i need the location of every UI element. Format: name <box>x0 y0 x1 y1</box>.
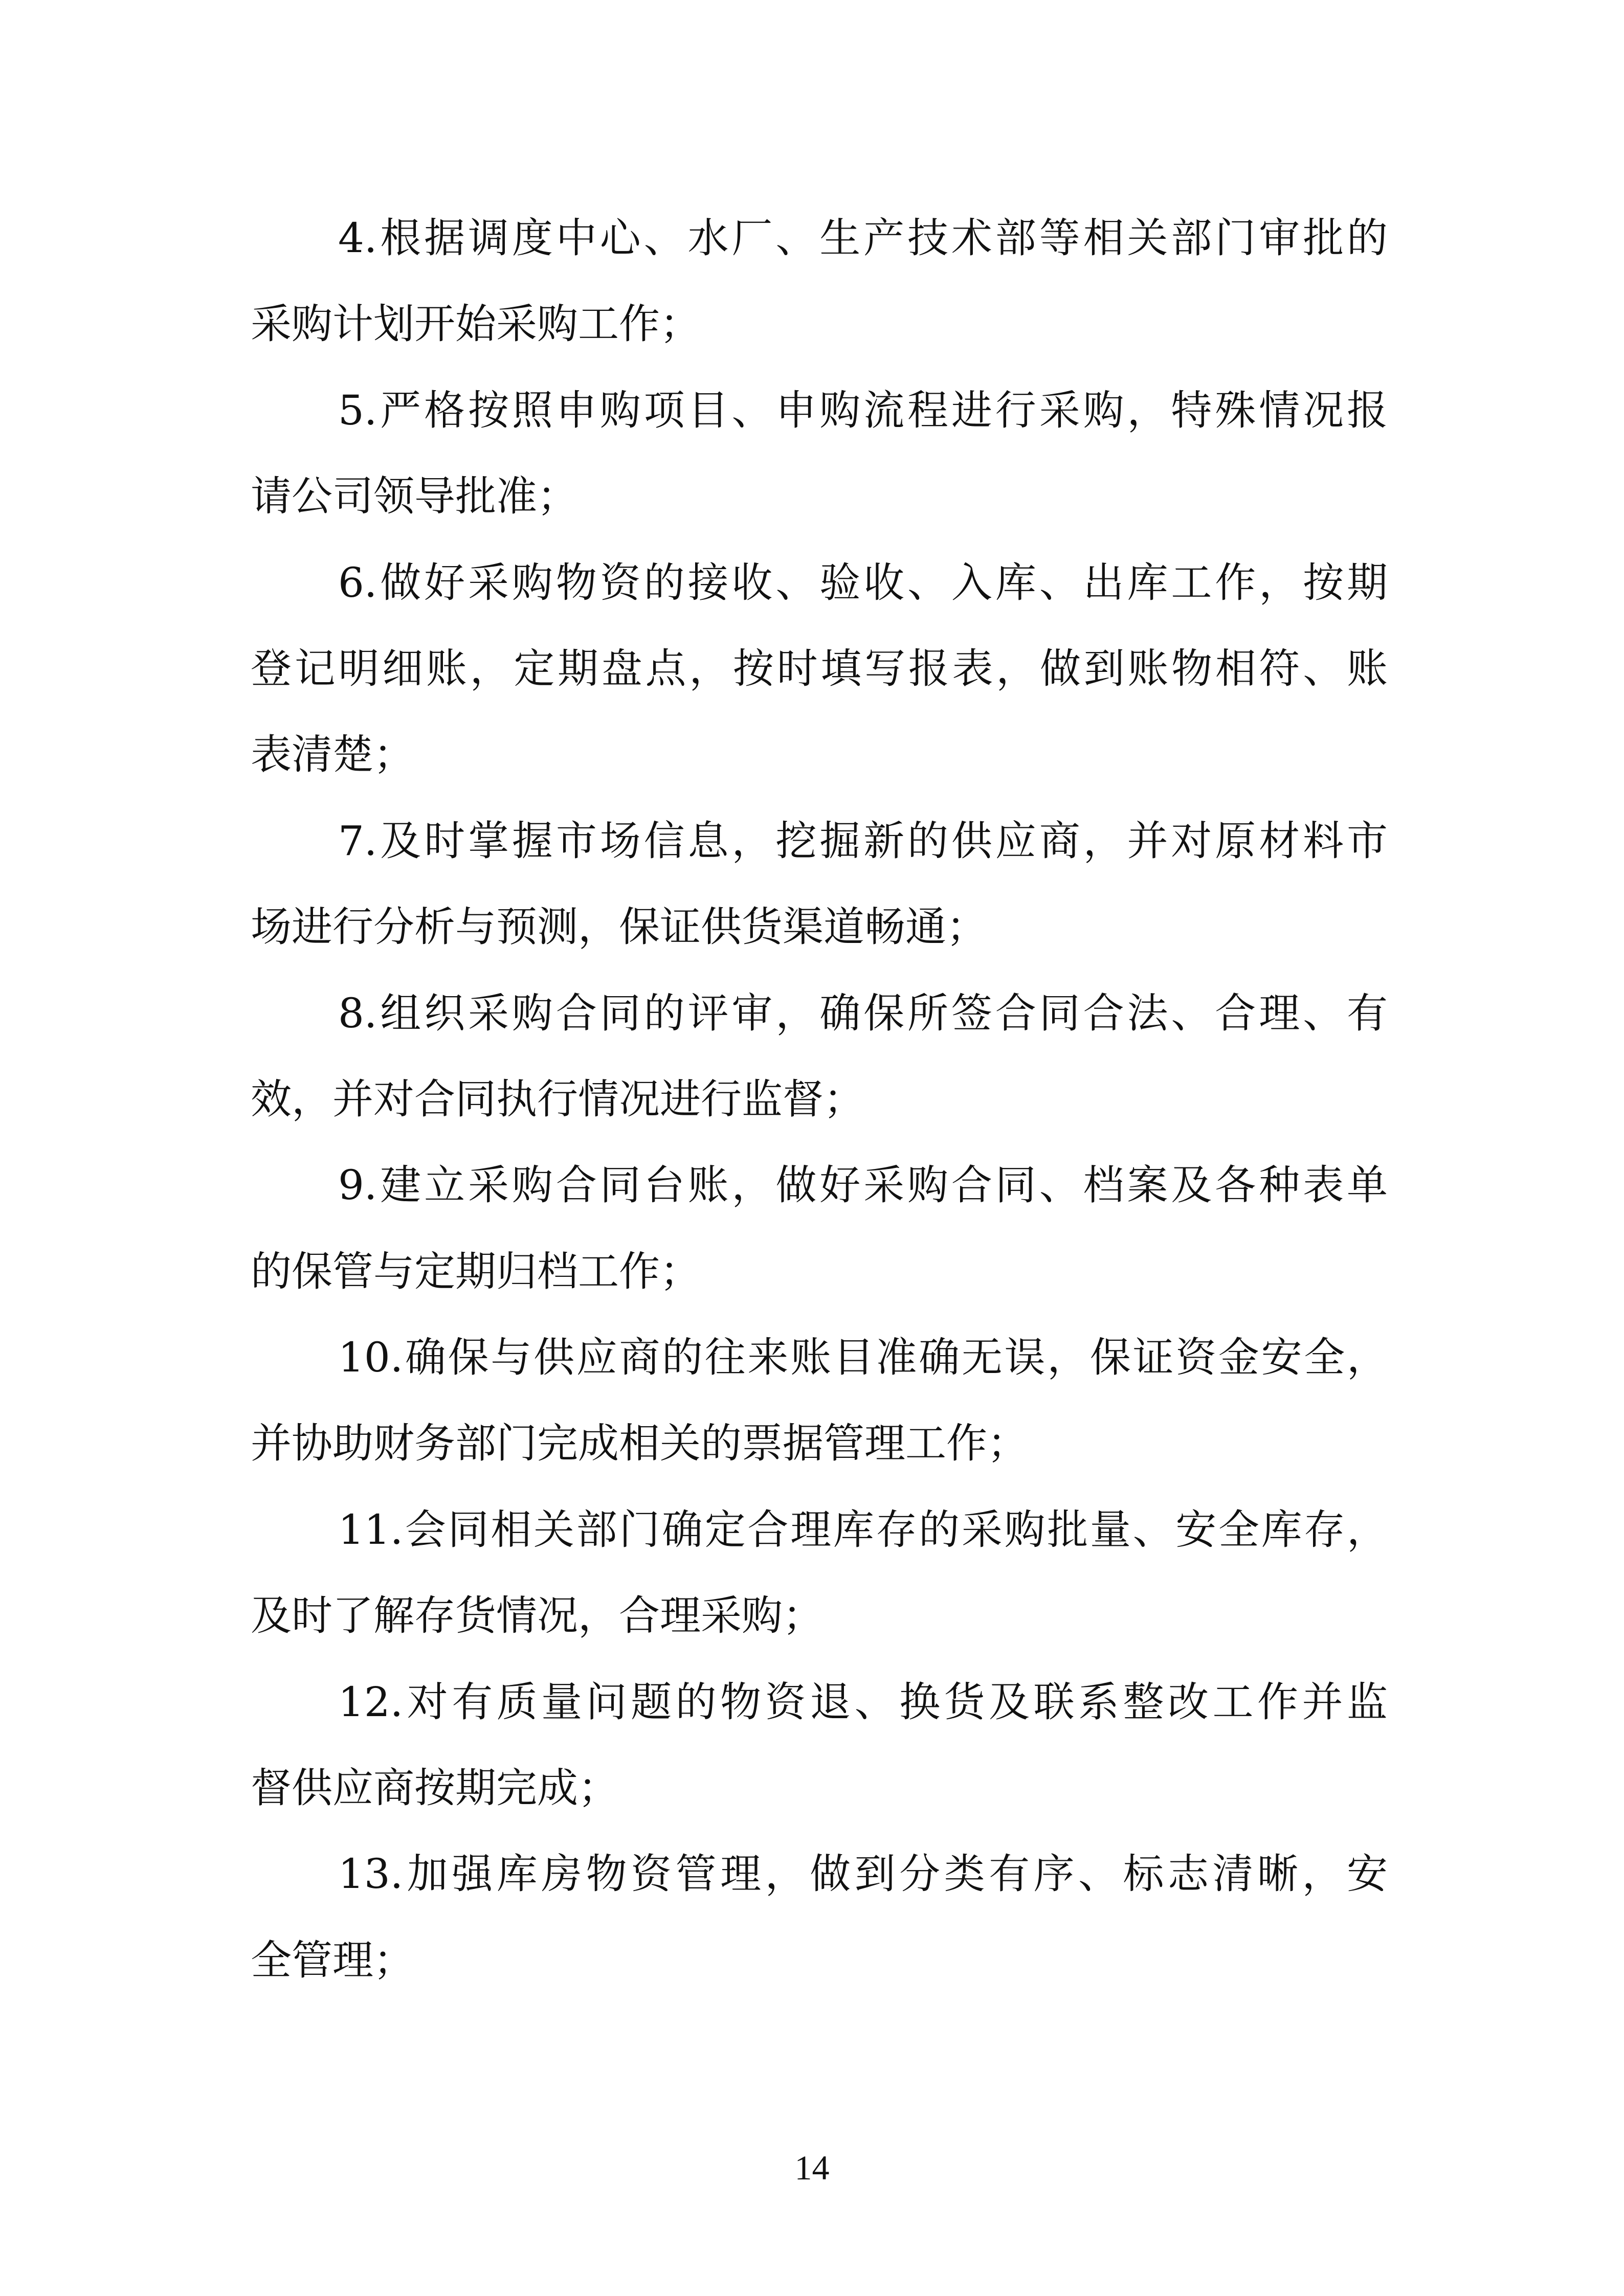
paragraph <box>251 195 1388 368</box>
paragraph <box>251 1142 1388 1315</box>
paragraph-line: 全管理； <box>251 1936 414 1984</box>
paragraph <box>251 1487 1388 1659</box>
paragraph-line: 5.严格按照申购项目、申购流程进行采购，特殊情况报 <box>338 386 1388 434</box>
paragraph-line: 表清楚； <box>251 731 414 779</box>
paragraph-line: 9.建立采购合同台账，做好采购合同、档案及各种表单 <box>338 1161 1388 1209</box>
paragraph-line: 并协助财务部门完成相关的票据管理工作； <box>251 1420 1028 1468</box>
paragraph-line: 13.加强库房物资管理，做到分类有序、标志清晰，安 <box>338 1850 1388 1898</box>
paragraph <box>251 798 1388 971</box>
page-number: 14 <box>794 2148 830 2187</box>
paragraph <box>251 971 1388 1143</box>
paragraph <box>251 1831 1388 2004</box>
paragraph-line: 6.做好采购物资的接收、验收、入库、出库工作，按期 <box>338 558 1388 606</box>
paragraph-line: 登记明细账，定期盘点，按时填写报表，做到账物相符、账 <box>251 644 1388 692</box>
paragraph-line: 的保管与定期归档工作； <box>251 1247 701 1295</box>
paragraph-line: 及时了解存货情况，合理采购； <box>251 1592 824 1640</box>
paragraph-line: 7.及时掌握市场信息，挖掘新的供应商，并对原材料市 <box>338 817 1388 865</box>
paragraph-line: 采购计划开始采购工作； <box>251 300 701 348</box>
paragraph <box>251 1315 1388 1487</box>
paragraph-line: 11.会同相关部门确定合理库存的采购批量、安全库存， <box>338 1505 1388 1554</box>
paragraph-line: 督供应商按期完成； <box>251 1764 619 1812</box>
paragraph-line: 12.对有质量问题的物资退、换货及联系整改工作并监 <box>338 1678 1388 1726</box>
paragraph-line: 10.确保与供应商的往来账目准确无误，保证资金安全， <box>338 1334 1388 1382</box>
paragraph-line: 效，并对合同执行情况进行监督； <box>251 1075 864 1123</box>
paragraph-line: 8.组织采购合同的评审，确保所签合同合法、合理、有 <box>338 989 1388 1037</box>
paragraph-line: 请公司领导批准； <box>251 472 578 521</box>
paragraph <box>251 368 1388 540</box>
paragraph <box>251 1659 1388 1832</box>
paragraph-line: 场进行分析与预测，保证供货渠道畅通； <box>251 903 987 951</box>
paragraph-line: 4.根据调度中心、水厂、生产技术部等相关部门审批的 <box>338 214 1388 262</box>
document-body <box>251 195 1388 2004</box>
paragraph <box>251 540 1388 798</box>
